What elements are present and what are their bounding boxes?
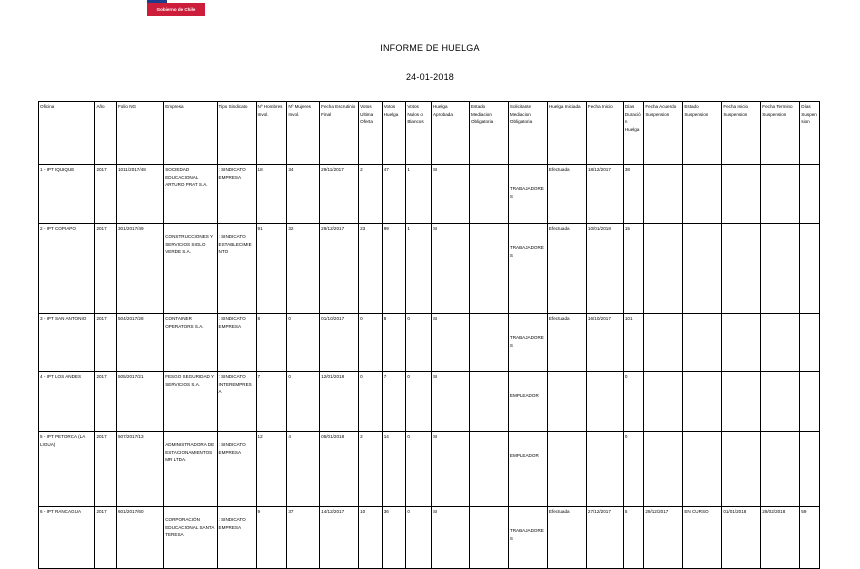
table-row [39, 372, 820, 432]
logo-flag-stripe [147, 0, 167, 3]
table-cell: 601/2017/60 [116, 507, 163, 569]
table-cell: 2017 [95, 372, 117, 432]
table-cell [722, 165, 761, 224]
table-cell [761, 372, 800, 432]
table-cell [683, 432, 722, 507]
table-cell: EMPLEADOR [508, 432, 547, 507]
table-cell: TRABAJADORES [508, 507, 547, 569]
table-cell [644, 224, 683, 314]
table-cell: EMPLEADOR [508, 372, 547, 432]
table-cell: 23 [359, 224, 383, 314]
table-cell: 2 - IPT COPIAPO [39, 224, 95, 314]
col-header: Nº Mujeres Invol. [287, 102, 320, 165]
table-cell: CORPORACIÓN EDUCACIONAL SANTA TERESA [164, 507, 217, 569]
table-cell: 34 [287, 165, 320, 224]
table-cell: : SINDICATO ESTABLECIMIENTO [217, 224, 256, 314]
table-cell: SI [431, 432, 469, 507]
table-cell: 18 [256, 165, 287, 224]
table-cell [800, 314, 820, 372]
table-cell: 91 [256, 224, 287, 314]
table-cell: : SINDICATO EMPRESA [217, 314, 256, 372]
table-cell: 47 [382, 165, 406, 224]
col-header: Fecha Termino Suspension [761, 102, 800, 165]
table-cell: 0 [359, 314, 383, 372]
table-cell [469, 507, 508, 569]
table-cell: 0 [406, 507, 432, 569]
gobierno-logo [147, 0, 205, 16]
table-cell [469, 314, 508, 372]
table-cell: 3 - IPT SAN ANTONIO [39, 314, 95, 372]
table-cell: CONTAINER OPERATORS S.A. [164, 314, 217, 372]
table-cell [644, 165, 683, 224]
table-cell: 2017 [95, 224, 117, 314]
table-cell: EN CURSO [683, 507, 722, 569]
table-cell: 1 [406, 224, 432, 314]
table-cell: 12/01/2018 [320, 372, 359, 432]
table-cell [761, 432, 800, 507]
table-cell: 2 [359, 165, 383, 224]
table-cell: 18/12/2017 [586, 165, 623, 224]
table-cell [469, 224, 508, 314]
col-header: Votos Ultima Oferta [359, 102, 383, 165]
table-cell: 5 [623, 507, 644, 569]
table-cell: 0 [406, 372, 432, 432]
table-cell: Efectuada [547, 507, 586, 569]
table-row [39, 314, 820, 372]
table-cell: 36 [382, 507, 406, 569]
table-cell [800, 165, 820, 224]
table-cell: 8 [256, 314, 287, 372]
col-header: Fecha Acuerdo Suspension [644, 102, 683, 165]
table-cell: 05/01/2018 [320, 432, 359, 507]
table-cell: 505/2017/21 [116, 372, 163, 432]
table-cell: 12 [256, 432, 287, 507]
col-header: Votos Nulos o Blancos [406, 102, 432, 165]
table-cell [644, 314, 683, 372]
table-cell: TRABAJADORES [508, 314, 547, 372]
table-row [39, 165, 820, 224]
table-cell: FESGO SEGURIDAD Y SERVICIOS S.A. [164, 372, 217, 432]
col-header: Empresa [164, 102, 217, 165]
table-cell [683, 314, 722, 372]
table-cell: 0 [406, 432, 432, 507]
table-row [39, 432, 820, 507]
table-cell: 38 [623, 165, 644, 224]
table-row [39, 224, 820, 314]
col-header: Solicitante Mediacion Obligatoria [508, 102, 547, 165]
col-header: Año [95, 102, 117, 165]
table-cell [722, 432, 761, 507]
table-cell: 5 - IPT PETORCA (LA LIGUA) [39, 432, 95, 507]
col-header: Fecha Inicio [586, 102, 623, 165]
table-row [39, 507, 820, 569]
table-cell: 14 [382, 432, 406, 507]
table-cell [547, 372, 586, 432]
table-cell: 9 [256, 507, 287, 569]
col-header: Votos Huelga [382, 102, 406, 165]
table-cell: : SINDICATO INTEREMPRESA [217, 372, 256, 432]
table-cell: 4 [287, 432, 320, 507]
col-header: Estado Mediacion Obligatoria [469, 102, 508, 165]
col-header: Días Suspension [800, 102, 820, 165]
table-cell: : SINDICATO EMPRESA [217, 165, 256, 224]
table-cell: 59 [800, 507, 820, 569]
table-cell: 32 [287, 224, 320, 314]
table-cell: TRABAJADORES [508, 224, 547, 314]
col-header: Huelga Aprobada [431, 102, 469, 165]
table-cell: Efectuada [547, 165, 586, 224]
table-cell: TRABAJADORES [508, 165, 547, 224]
table-cell: 7 [256, 372, 287, 432]
table-cell [644, 372, 683, 432]
table-cell: 4 - IPT LOS ANDES [39, 372, 95, 432]
table-cell: 29/12/2017 [320, 224, 359, 314]
table-cell [469, 432, 508, 507]
table-cell [586, 372, 623, 432]
table-cell [547, 432, 586, 507]
col-header: Huelga Iniciada [547, 102, 586, 165]
table-cell [800, 224, 820, 314]
table-cell: 6 - IPT RANCAGUA [39, 507, 95, 569]
strike-report-table [38, 101, 820, 569]
table-cell: 0 [623, 432, 644, 507]
table-cell [469, 165, 508, 224]
table-cell: 2017 [95, 507, 117, 569]
table-cell: 28/02/2018 [761, 507, 800, 569]
table-cell [722, 314, 761, 372]
table-cell: 37 [287, 507, 320, 569]
table-cell [683, 224, 722, 314]
table-cell: SI [431, 165, 469, 224]
table-cell: Efectuada [547, 314, 586, 372]
report-date: 24-01-2018 [405, 72, 455, 82]
table-cell: 1 - IPT IQUIQUE [39, 165, 95, 224]
report-title: INFORME DE HUELGA [380, 43, 480, 53]
table-cell [683, 372, 722, 432]
table-cell: CONSTRUCCIONES Y SERVICIOS SIGLO VERDE S.A. [164, 224, 217, 314]
table-cell: 0 [406, 314, 432, 372]
table-cell: 29/11/2017 [320, 165, 359, 224]
table-cell [644, 432, 683, 507]
col-header: Nº Hombres Invol. [256, 102, 287, 165]
table-cell: SI [431, 314, 469, 372]
table-cell: : SINDICATO EMPRESA [217, 432, 256, 507]
table-cell [800, 372, 820, 432]
table-cell [761, 314, 800, 372]
table-cell [586, 432, 623, 507]
table-cell: 99 [382, 224, 406, 314]
col-header: Folio NG [116, 102, 163, 165]
table-cell: 14/12/2017 [320, 507, 359, 569]
col-header: Oficina [39, 102, 95, 165]
table-cell: 0 [359, 372, 383, 432]
table-header-row [39, 102, 820, 165]
table-cell: 16/10/2017 [586, 314, 623, 372]
table-cell [761, 165, 800, 224]
table-cell: SOCIEDAD EDUCACIONAL ARTURO PRAT S.A. [164, 165, 217, 224]
table-cell: SI [431, 507, 469, 569]
table-cell: 01/01/2018 [722, 507, 761, 569]
table-cell: 27/12/2017 [586, 507, 623, 569]
table-cell: 10/01/2018 [586, 224, 623, 314]
table-cell [761, 224, 800, 314]
table-cell: 1 [406, 165, 432, 224]
table-cell: SI [431, 224, 469, 314]
table-cell: 7 [382, 372, 406, 432]
table-cell: 0 [287, 372, 320, 432]
table-cell: 0 [287, 314, 320, 372]
table-cell [683, 165, 722, 224]
table-cell: ADMINISTRADORA DE ESTACIONAMIENTOS MR LTDA. [164, 432, 217, 507]
table-cell [722, 224, 761, 314]
table-cell [469, 372, 508, 432]
table-cell: 8 [382, 314, 406, 372]
table-cell: 301/2017/49 [116, 224, 163, 314]
table-cell: 29/12/2017 [644, 507, 683, 569]
table-cell: : SINDICATO EMPRESA [217, 507, 256, 569]
table-cell: 0 [623, 372, 644, 432]
table-cell: SI [431, 372, 469, 432]
table-cell: Efectuada [547, 224, 586, 314]
logo-text: Gobierno de Chile [147, 3, 205, 16]
table-cell: 1011/2017/48 [116, 165, 163, 224]
col-header: Días Duración Huelga [623, 102, 644, 165]
table-cell: 2017 [95, 314, 117, 372]
table-cell: 507/2017/13 [116, 432, 163, 507]
table-cell: 101 [623, 314, 644, 372]
table-cell [800, 432, 820, 507]
table-cell: 2 [359, 432, 383, 507]
col-header: Estado Suspension [683, 102, 722, 165]
table-cell: 10 [359, 507, 383, 569]
col-header: Fecha Inicio Suspension [722, 102, 761, 165]
table-cell: 15 [623, 224, 644, 314]
table-cell: 2017 [95, 165, 117, 224]
table-cell: 504/2017/28 [116, 314, 163, 372]
col-header: Fecha Escrutinio Final [320, 102, 359, 165]
table-cell [722, 372, 761, 432]
table-cell: 01/10/2017 [320, 314, 359, 372]
table-cell: 2017 [95, 432, 117, 507]
col-header: Tipo Sindicato [217, 102, 256, 165]
